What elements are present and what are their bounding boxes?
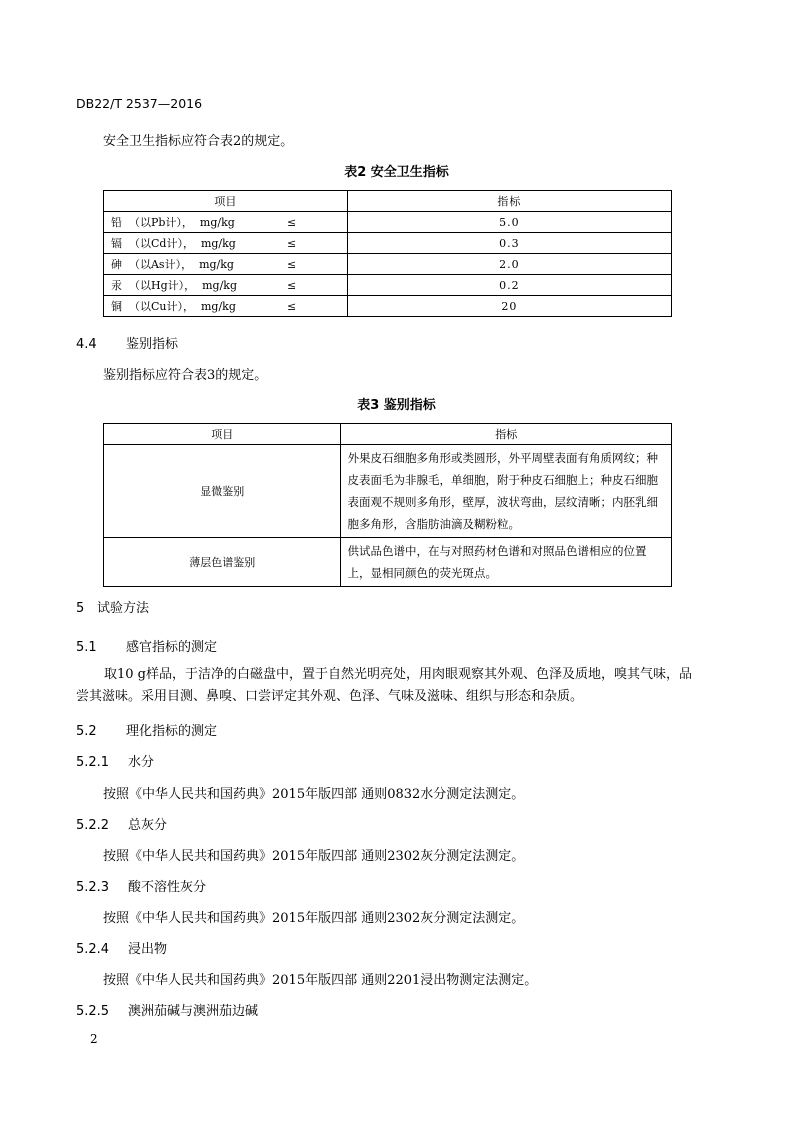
column-header-index: 指标	[341, 424, 672, 445]
table-row	[104, 296, 672, 317]
section-5-2-5-heading	[76, 1000, 258, 1019]
row-operator: ≤	[287, 215, 297, 229]
row-operator: ≤	[287, 257, 297, 271]
section-5-2-3-heading	[76, 876, 206, 895]
section-title: 总灰分	[128, 818, 168, 833]
row-value: 0.2	[347, 275, 671, 296]
row-value: 2.0	[347, 254, 671, 275]
section-5-2-1-text: 按照《中华人民共和国药典》2015年版四部 通则0832水分测定法测定。	[103, 787, 525, 802]
table2-caption: 表2 安全卫生指标	[344, 165, 449, 180]
row-description: 外果皮石细胞多角形或类圆形，外平周壁表面有角质网纹；种皮表面毛为非腺毛，单细胞，附于种皮石细胞上；种皮石细胞表面观不规则多角形，壁厚，波状弯曲，层纹清晰；内胚乳细胞多角形，含脂肪油滴及糊粉粒。	[341, 445, 672, 538]
section-title: 酸不溶性灰分	[128, 880, 207, 895]
section-5-2-4-heading	[76, 938, 167, 957]
identification-table	[103, 423, 672, 587]
section-5-heading	[76, 597, 149, 616]
column-header-index: 指标	[347, 191, 671, 212]
document-id: DB22/T 2537—2016	[76, 96, 203, 111]
row-item-name: 铜 （以Cu计）， mg/kg	[111, 300, 236, 313]
row-value: 20	[347, 296, 671, 317]
row-item-name: 显微鉴别	[104, 445, 341, 538]
row-operator: ≤	[287, 299, 297, 313]
section-number: 5.2.5	[76, 1004, 110, 1019]
safety-table	[103, 190, 672, 317]
row-operator: ≤	[287, 236, 297, 250]
section-5-2-4-text: 按照《中华人民共和国药典》2015年版四部 通则2201浸出物测定法测定。	[103, 973, 538, 988]
section-title: 鉴别指标	[126, 337, 179, 352]
table-row	[104, 254, 672, 275]
page-number: 2	[90, 1032, 98, 1046]
section-title: 感官指标的测定	[126, 640, 218, 655]
row-item-name: 砷 （以As计）， mg/kg	[111, 258, 234, 271]
column-header-item: 项目	[104, 424, 341, 445]
section-number: 5.2.1	[76, 755, 110, 770]
section-title: 理化指标的测定	[126, 724, 218, 739]
section-5-2-heading	[76, 720, 217, 739]
row-item-name: 汞 （以Hg计）， mg/kg	[111, 279, 238, 292]
section-number: 5.2.3	[76, 880, 110, 895]
table-row	[104, 275, 672, 296]
row-item-name: 铅 （以Pb计）， mg/kg	[111, 216, 235, 229]
intro-text: 安全卫生指标应符合表2的规定。	[103, 134, 294, 149]
section-number: 5.2.4	[76, 942, 110, 957]
section-4-4-heading	[76, 333, 178, 352]
table-row	[104, 212, 672, 233]
row-item-name: 镉 （以Cd计）， mg/kg	[111, 237, 236, 250]
row-operator: ≤	[287, 278, 297, 292]
section-5-2-1-heading	[76, 751, 154, 770]
column-header-item: 项目	[104, 191, 348, 212]
section-title: 浸出物	[128, 942, 168, 957]
section-number: 5.2	[76, 724, 97, 739]
row-value: 0.3	[347, 233, 671, 254]
section-title: 澳洲茄碱与澳洲茄边碱	[128, 1004, 259, 1019]
section-title: 试验方法	[97, 601, 150, 616]
row-value: 5.0	[347, 212, 671, 233]
row-description: 供试品色谱中，在与对照药材色谱和对照品色谱相应的位置上，显相同颜色的荧光斑点。	[341, 538, 672, 587]
table-row	[104, 445, 672, 538]
section-4-4-text: 鉴别指标应符合表3的规定。	[103, 368, 268, 383]
section-number: 5.1	[76, 640, 97, 655]
section-5-2-2-heading	[76, 814, 167, 833]
table-header-row	[104, 191, 672, 212]
table-header-row	[104, 424, 672, 445]
table-row	[104, 538, 672, 587]
section-5-2-2-text: 按照《中华人民共和国药典》2015年版四部 通则2302灰分测定法测定。	[103, 849, 525, 864]
section-number: 5.2.2	[76, 818, 110, 833]
section-title: 水分	[128, 755, 155, 770]
row-item-name: 薄层色谱鉴别	[104, 538, 341, 587]
section-number: 4.4	[76, 337, 97, 352]
table3-caption: 表3 鉴别指标	[357, 398, 436, 413]
section-5-1-text: 取10 g样品，于洁净的白磁盘中，置于自然光明亮处，用肉眼观察其外观、色泽及质地，嗅其气味，品尝其滋味。采用目测、鼻嗅、口尝评定其外观、色泽、气味及滋味、组织与形态和杂质。	[76, 667, 692, 704]
section-5-2-3-text: 按照《中华人民共和国药典》2015年版四部 通则2302灰分测定法测定。	[103, 911, 525, 926]
section-number: 5	[76, 601, 85, 616]
section-5-1-heading	[76, 636, 217, 655]
table-row	[104, 233, 672, 254]
